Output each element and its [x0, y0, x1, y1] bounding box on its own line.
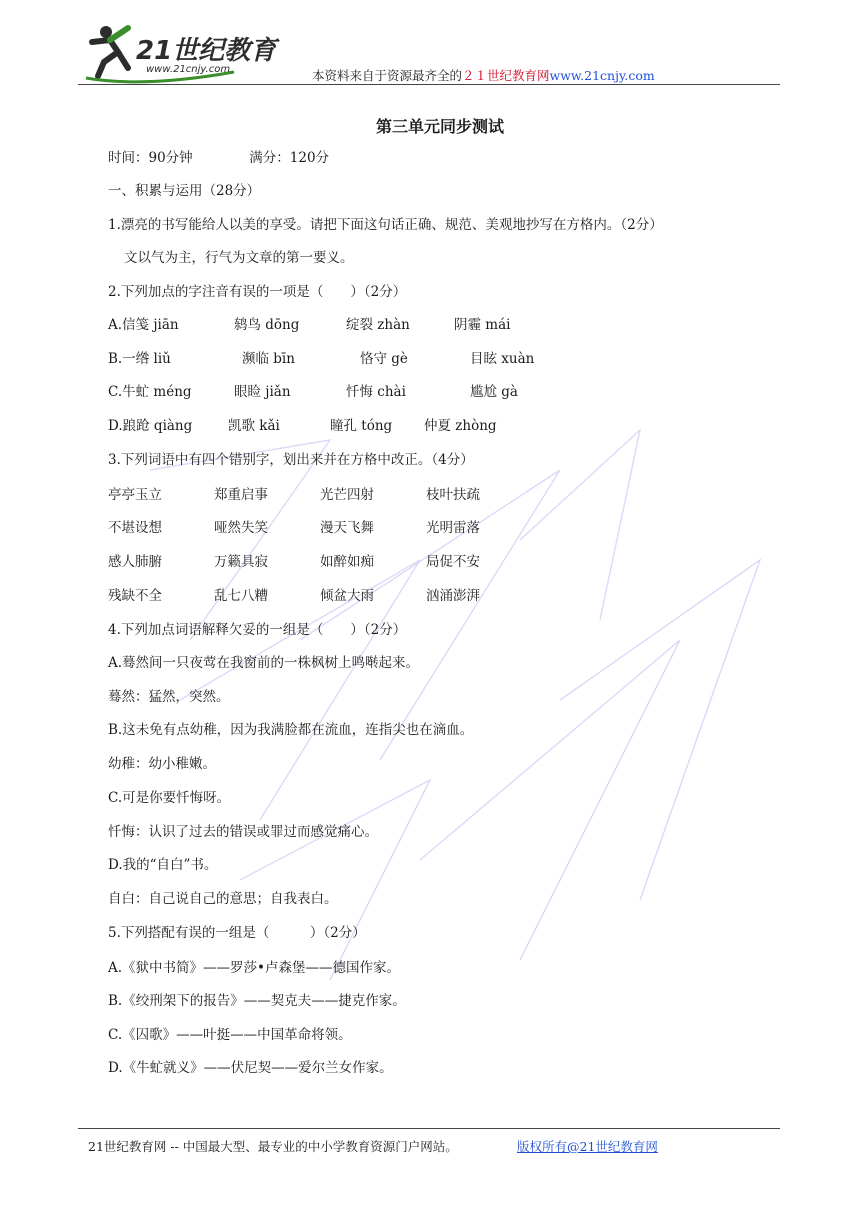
q3-word: 光明雷落 — [426, 520, 480, 536]
q2-option: 凯歌 kǎi — [228, 418, 280, 434]
q3-word: 郑重启事 — [214, 487, 268, 503]
q2-option: 目眩 xuàn — [470, 351, 535, 367]
q2-option: 眼睑 jiǎn — [234, 384, 291, 400]
header-divider — [78, 84, 780, 85]
question-1-prompt: 1.漂亮的书写能给人以美的享受。请把下面这句话正确、规范、美观地抄写在方格内。（2分） — [108, 217, 663, 233]
q5-option: D.《牛虻就义》——伏尼契——爱尔兰女作家。 — [108, 1060, 393, 1076]
footer-divider — [78, 1128, 780, 1129]
q2-option: 尴尬 gà — [470, 384, 518, 400]
q2-option: 濒临 bīn — [242, 351, 295, 367]
question-2-prompt: 2.下列加点的字注音有误的一项是（ ）（2分） — [108, 284, 407, 300]
header-note-url[interactable]: www.21cnjy.com — [549, 68, 655, 83]
q3-word: 万籁具寂 — [214, 554, 268, 570]
q3-word: 乱七八糟 — [214, 588, 268, 604]
q2-option: A.信笺 jiān — [108, 317, 179, 333]
header-note — [312, 66, 655, 84]
section-heading: 一、积累与运用（28分） — [108, 183, 261, 199]
q2-option: B.一绺 liǔ — [108, 351, 171, 367]
q3-word-row — [108, 485, 532, 505]
question-1-sentence: 文以气为主，行气为文章的第一要义。 — [124, 250, 354, 266]
q4-line: 幼稚：幼小稚嫩。 — [108, 756, 216, 772]
q3-word: 局促不安 — [426, 554, 480, 570]
q3-word: 残缺不全 — [108, 588, 162, 604]
footer-note: 21世纪教育网 -- 中国最大型、最专业的中小学教育资源门户网站。 — [88, 1139, 458, 1154]
copyright-link[interactable]: 版权所有@21世纪教育网 — [517, 1139, 658, 1154]
q2-option: 忏悔 chài — [346, 384, 406, 400]
q3-word: 哑然失笑 — [214, 520, 268, 536]
q3-word: 如醉如痴 — [320, 554, 374, 570]
q4-line: C.可是你要忏悔呀。 — [108, 790, 231, 806]
q3-word: 感人肺腑 — [108, 554, 162, 570]
q2-option: 瞳孔 tóng — [330, 418, 393, 434]
logo-brand-text: 21世纪教育 — [136, 36, 277, 66]
q3-word-row — [108, 586, 532, 606]
logo-url-text: www.21cnjy.com — [146, 64, 231, 75]
question-4-prompt: 4.下列加点词语解释欠妥的一组是（ ）（2分） — [108, 622, 407, 638]
q4-line: B.这未免有点幼稚，因为我满脸都在流血，连指尖也在滴血。 — [108, 722, 474, 738]
q3-word: 不堪设想 — [108, 520, 162, 536]
q2-option: 鸫鸟 dōng — [234, 317, 300, 333]
q4-line: A.蓦然间一只夜莺在我窗前的一株枫树上鸣啭起来。 — [108, 655, 420, 671]
q2-option: D.踉跄 qiàng — [108, 418, 193, 434]
q4-line: 自白：自己说自己的意思；自我表白。 — [108, 891, 338, 907]
q3-word-row — [108, 518, 532, 538]
q4-line: 蓦然：猛然，突然。 — [108, 689, 230, 705]
question-3-prompt: 3.下列词语中有四个错别字，划出来并在方格中改正。（4分） — [108, 452, 474, 468]
q4-line: 忏悔：认识了过去的错误或罪过而感觉痛心。 — [108, 824, 378, 840]
q3-word: 汹涌澎湃 — [426, 588, 480, 604]
q5-option: A.《狱中书简》——罗莎•卢森堡——德国作家。 — [108, 960, 401, 976]
q2-option: 绽裂 zhàn — [346, 317, 410, 333]
q2-option: 仲夏 zhòng — [424, 418, 497, 434]
page-title: 第三单元同步测试 — [375, 117, 504, 136]
question-5-prompt: 5.下列搭配有误的一组是（ ）（2分） — [108, 925, 366, 941]
q3-word: 亭亭玉立 — [108, 487, 162, 503]
exam-time: 时间：90分钟 — [108, 150, 193, 166]
q5-option: C.《囚歌》——叶挺——中国革命将领。 — [108, 1027, 352, 1043]
q3-word: 枝叶扶疏 — [426, 487, 480, 503]
q3-word-row — [108, 552, 532, 572]
header-note-site[interactable]: ２１世纪教育网 — [462, 68, 550, 83]
q2-option: C.牛虻 méng — [108, 384, 192, 400]
header-note-prefix: 本资料来自于资源最齐全的 — [312, 68, 463, 83]
q4-line: D.我的“自白”书。 — [108, 857, 218, 873]
q3-word: 光芒四射 — [320, 487, 374, 503]
q3-word: 漫天飞舞 — [320, 520, 374, 536]
q3-word: 倾盆大雨 — [320, 588, 374, 604]
exam-score: 满分：120分 — [249, 150, 330, 166]
q2-option: 恪守 gè — [360, 351, 408, 367]
q2-option: 阴霾 mái — [454, 317, 511, 333]
q5-option: B.《绞刑架下的报告》——契克夫——捷克作家。 — [108, 993, 406, 1009]
exam-meta — [108, 148, 329, 168]
